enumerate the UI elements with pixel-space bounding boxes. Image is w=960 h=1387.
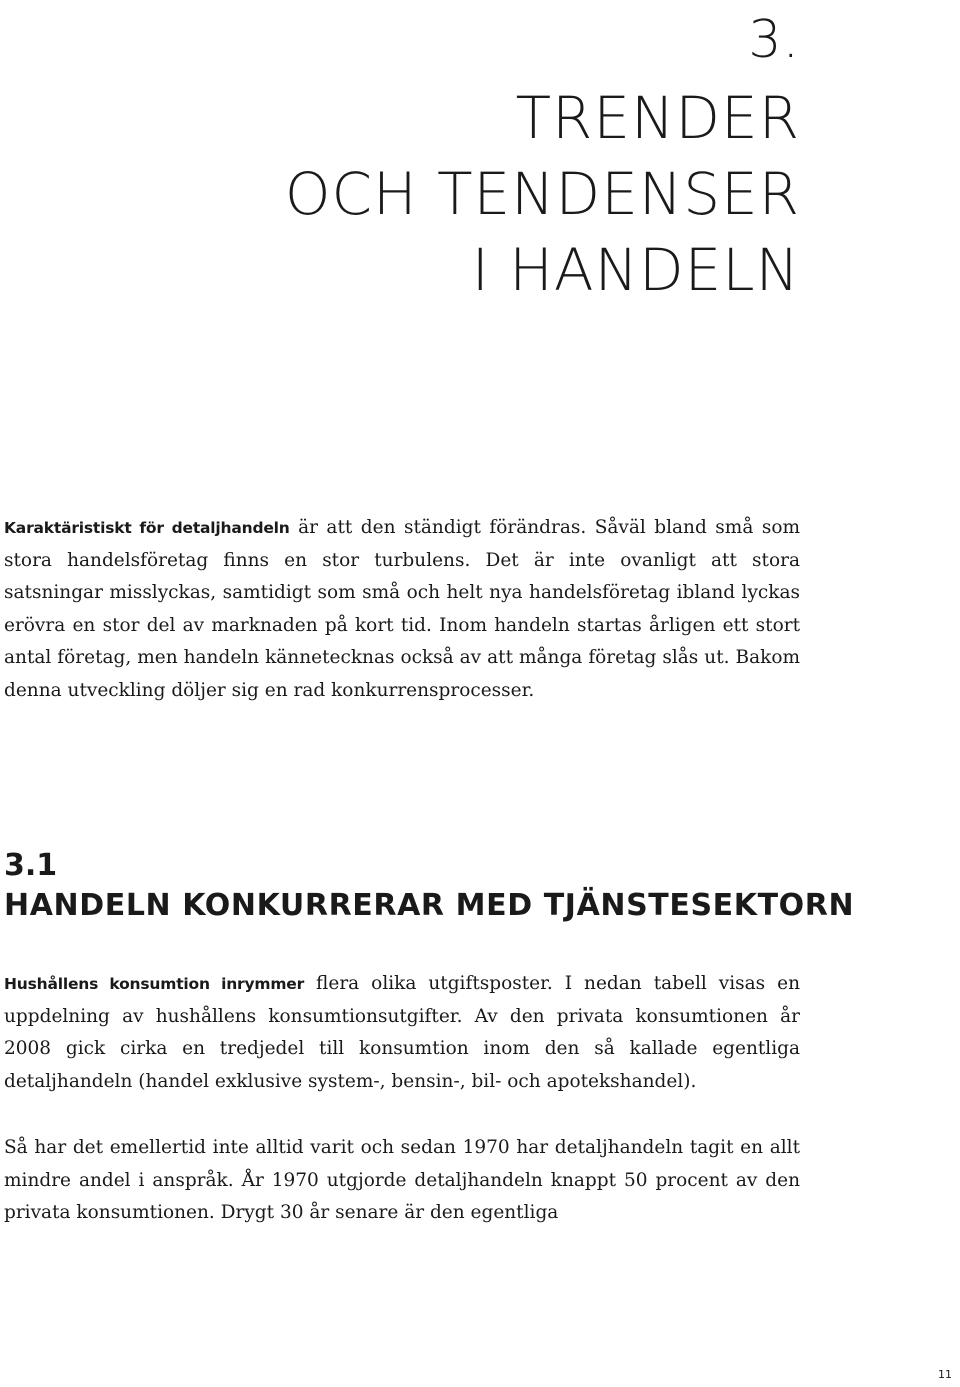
chapter-number: 3. — [748, 10, 800, 70]
section-title: HANDELN KONKURRERAR MED TJÄNSTESEKTORN — [4, 888, 855, 923]
intro-lead: Karaktäristiskt för detaljhandeln — [4, 519, 290, 537]
intro-text: är att den ständigt förändras. Såväl bland små som stora handelsföretag finns en stor turbulens. Det är inte ovanligt att stora satsningar misslyckas, samtidigt som små och helt nya handelsföretag ibland lyckas erövra en stor del av marknaden på kort tid. Inom handeln startas årligen ett stort antal företag, men handeln kännetecknas också av att många företag slås ut. Bakom denna utveckling döljer sig en rad konkurrensprocesser. — [4, 517, 801, 701]
page-number: 11 — [938, 1368, 952, 1381]
chapter-title-line-1: TRENDER — [515, 84, 800, 152]
chapter-title-line-3: I HANDELN — [471, 236, 800, 304]
section-paragraph-1-text: flera olika utgiftsposter. I nedan tabell visas en uppdelning av hushållens konsumtionsutgifter. Av den privata konsumtionen år 2008 gick cirka en tredjedel till konsumtion inom den så kallade egentliga detaljhandeln (handel exklusive system-, bensin-, bil- och apotekshandel). — [4, 973, 800, 1092]
section-paragraph-1-lead: Hushållens konsumtion inrymmer — [4, 975, 305, 993]
section-paragraph-2: Så har det emellertid inte alltid varit och sedan 1970 har detaljhandeln tagit en allt mindre andel i anspråk. År 1970 utgjorde detaljhandeln knappt 50 procent av den privata konsumtionen. Drygt 30 år senare är den egentliga — [4, 1137, 800, 1223]
intro-paragraph — [4, 512, 800, 707]
chapter-title-line-2: OCH TENDENSER — [284, 160, 800, 228]
section-paragraph-1 — [4, 968, 800, 1098]
chapter-heading — [285, 2, 800, 308]
section-number: 3.1 — [4, 848, 58, 883]
